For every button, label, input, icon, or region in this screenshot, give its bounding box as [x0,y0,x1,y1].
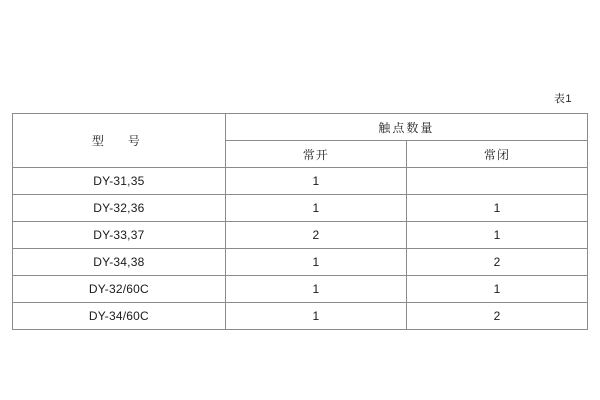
cell-model: DY-32/60C [13,276,226,303]
table-row [13,303,588,330]
header-contact-count: 触点数量 [225,114,587,141]
header-normally-closed: 常闭 [406,141,587,168]
cell-normally-open: 2 [225,222,406,249]
cell-normally-closed: 2 [406,303,587,330]
cell-normally-open: 1 [225,249,406,276]
cell-model: DY-34,38 [13,249,226,276]
cell-normally-open: 1 [225,168,406,195]
table-header-row-1 [13,114,588,141]
table-row [13,249,588,276]
header-normally-open: 常开 [225,141,406,168]
cell-model: DY-32,36 [13,195,226,222]
cell-normally-closed: 1 [406,276,587,303]
cell-normally-open: 1 [225,303,406,330]
header-model: 型 号 [13,114,226,168]
table-caption: 表1 [553,93,572,105]
cell-normally-open: 1 [225,195,406,222]
cell-model: DY-31,35 [13,168,226,195]
table-row [13,168,588,195]
table-header [13,114,588,168]
cell-normally-closed: 1 [406,222,587,249]
cell-normally-closed [406,168,587,195]
table-body [13,168,588,330]
contact-count-table [12,113,588,330]
cell-model: DY-33,37 [13,222,226,249]
cell-normally-open: 1 [225,276,406,303]
cell-normally-closed: 2 [406,249,587,276]
table-row [13,222,588,249]
table-row [13,195,588,222]
cell-normally-closed: 1 [406,195,587,222]
cell-model: DY-34/60C [13,303,226,330]
spec-table-container [12,113,588,330]
table-row [13,276,588,303]
